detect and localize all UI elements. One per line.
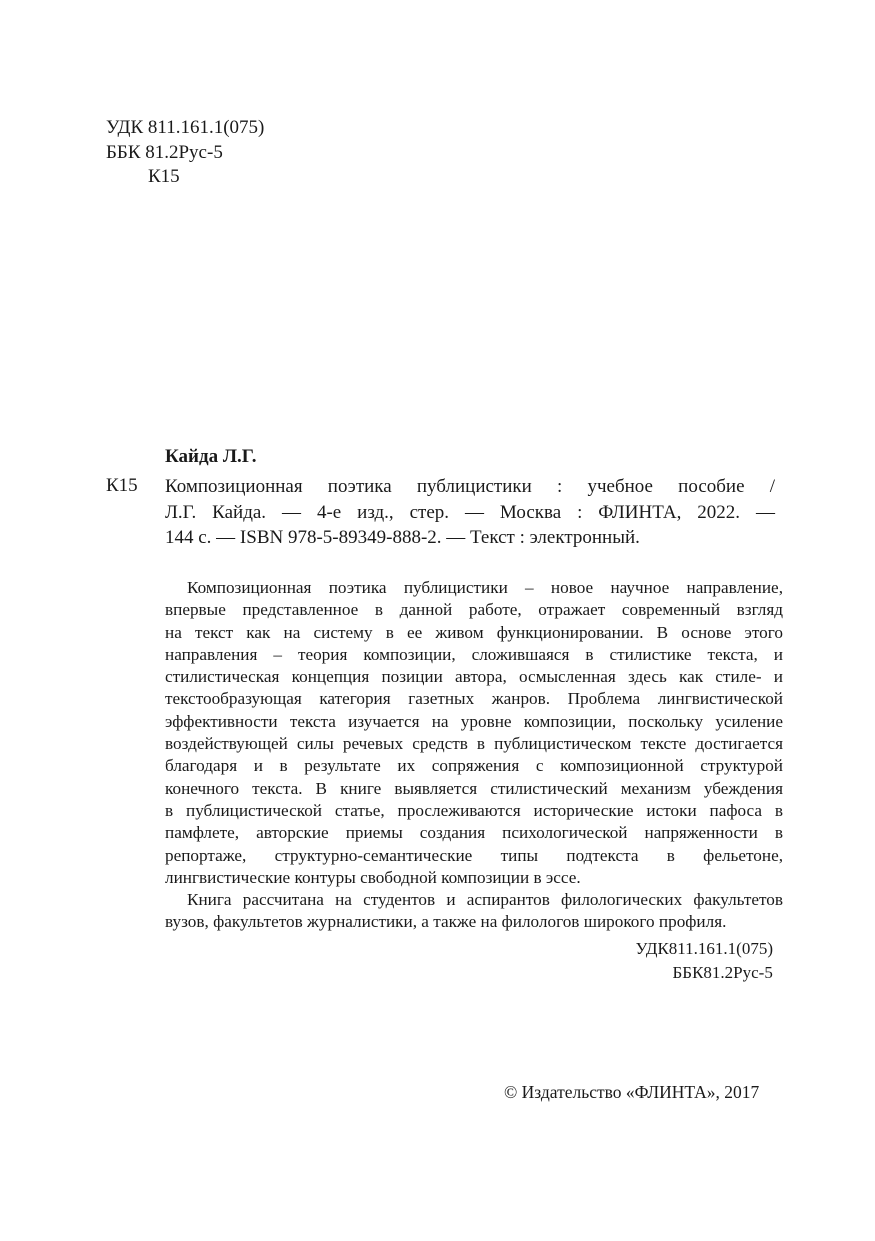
annotation-line: благодаря и в результате их сопряжения с композиционной структурой xyxy=(165,756,783,776)
annotation-line: лингвистические контуры свободной композиции в эссе. xyxy=(165,867,581,887)
annotation-line: вузов, факультетов журналистики, а также на филологов широкого профиля. xyxy=(165,912,727,932)
entry-author-mark: К15 xyxy=(106,475,138,496)
annotation-line: воздействующей силы речевых средств в публицистическом тексте достигается xyxy=(165,734,783,754)
annotation-line: на текст как на систему в ее живом функционировании. В основе этого xyxy=(165,622,783,642)
annotation-line: текстообразующая категория газетных жанров. Проблема лингвистической xyxy=(165,689,783,709)
annotation-line: конечного текста. В книге выявляется стилистический механизм убеждения xyxy=(165,778,783,798)
bibliographic-description xyxy=(165,474,775,551)
annotation-line: Композиционная поэтика публицистики – новое научное направление, xyxy=(187,578,783,597)
classification-codes-bottom xyxy=(636,937,773,985)
biblio-line: Л.Г. Кайда. — 4-е изд., стер. — Москва : ФЛИНТА, 2022. — xyxy=(165,501,775,523)
annotation-line: эффективности текста изучается на уровне композиции, поскольку усиление xyxy=(165,711,783,731)
copyright-notice: © Издательство «ФЛИНТА», 2017 xyxy=(504,1082,760,1102)
classification-codes-top xyxy=(106,116,264,190)
annotation-line: памфлете, авторские приемы создания психологической напряженности в xyxy=(165,823,783,843)
annotation xyxy=(165,577,783,934)
annotation-line: Книга рассчитана на студентов и аспирантов филологических факультетов xyxy=(187,890,783,910)
bbk-code-bottom: ББК81.2Рус-5 xyxy=(672,963,773,982)
author-mark: К15 xyxy=(148,166,180,187)
bbk-code: ББК 81.2Рус-5 xyxy=(106,141,223,163)
annotation-line: направления – теория композиции, сложившаяся в стилистике текста, и xyxy=(165,644,783,664)
annotation-line: в публицистической статье, прослеживаются исторические истоки пафоса в xyxy=(165,800,783,820)
udk-code-bottom: УДК811.161.1(075) xyxy=(635,939,773,958)
annotation-line: репортаже, структурно-семантические типы подтекста в фельетоне, xyxy=(165,845,783,865)
author-name: Кайда Л.Г. xyxy=(165,446,257,467)
annotation-line: впервые представленное в данной работе, отражает современный взгляд xyxy=(165,600,783,620)
biblio-line: 144 с. — ISBN 978-5-89349-888-2. — Текст : электронный. xyxy=(165,527,640,548)
udk-code: УДК 811.161.1(075) xyxy=(106,117,265,138)
annotation-line: стилистическая концепция позиции автора, осмысленная здесь как стиле- и xyxy=(165,667,783,687)
biblio-line: Композиционная поэтика публицистики : учебное пособие / xyxy=(165,476,775,497)
